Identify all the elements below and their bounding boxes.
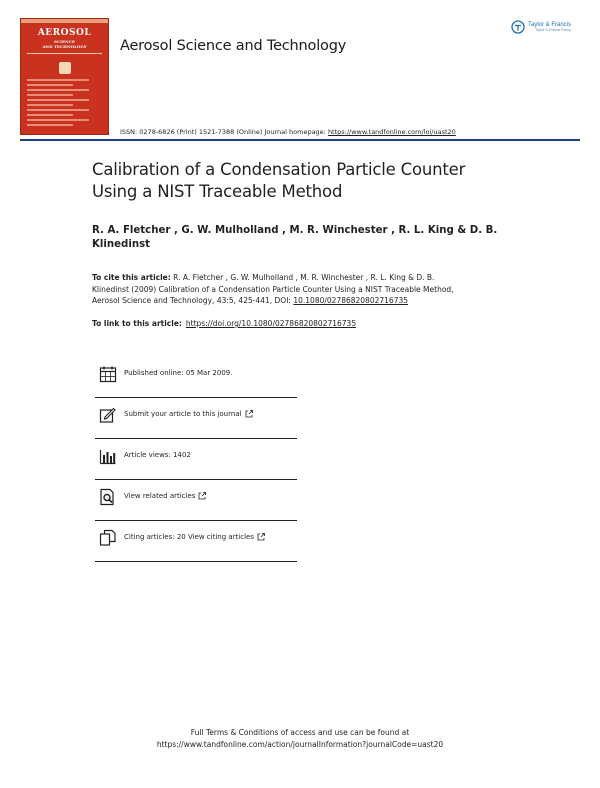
article-doi-link[interactable]: https://doi.org/10.1080/02786820802716735 [185,319,357,328]
journal-homepage-link[interactable]: https://www.tandfonline.com/loi/uast20 [327,128,456,136]
article-views-row [95,439,297,480]
cover-title-line1: AEROSOL [37,28,92,38]
citation-block [92,272,512,307]
article-link-line [92,318,512,329]
footer-line1: Full Terms & Conditions of access and use can be found at [190,728,410,737]
link-label: To link to this article: [92,319,182,328]
submit-article-row[interactable] [95,398,297,439]
cover-rule [27,53,102,54]
authors-line2: Klinedinst [92,239,151,250]
cite-line3: Aerosol Science and Technology, 43:5, 425-441, DOI: [92,296,294,305]
citing-articles-row[interactable] [95,521,297,562]
related-articles-link[interactable] [124,492,206,500]
cover-top-band [21,19,108,23]
external-link-icon [245,410,253,418]
edit-icon [99,406,117,424]
authors-line1: R. A. Fletcher , G. W. Mulholland , M. R. Winchester , R. L. King & D. B. [92,225,498,236]
publisher-tagline: Taylor & Francis Group [535,27,572,32]
copy-icon [99,529,117,547]
header-divider [20,139,580,141]
submit-article-label: Submit your article to this journal [124,410,242,418]
cover-title [21,29,108,49]
related-articles-row[interactable] [95,480,297,521]
article-actions-list [95,357,297,562]
related-articles-label: View related articles [124,492,196,500]
issn-line [120,128,456,136]
article-title-line2: Using a NIST Traceable Method [92,182,343,201]
journal-cover-image [20,18,109,135]
search-document-icon [99,488,117,506]
journal-title: Aerosol Science and Technology [120,38,347,54]
citing-articles-label: Citing articles: 20 View citing articles [124,533,254,541]
publisher-name: Taylor & Francis [528,21,572,28]
cover-title-line2: SCIENCE [54,39,75,44]
calendar-icon [99,365,117,383]
cite-label: To cite this article: [92,273,171,282]
published-online-row [95,357,297,398]
cover-contents-lines [27,79,104,129]
cite-line2: Klinedinst (2009) Calibration of a Condensation Particle Counter Using a NIST Traceable Method, [92,284,454,294]
external-link-icon [257,533,265,541]
publisher-logo-icon [511,20,525,34]
terms-link[interactable]: https://www.tandfonline.com/action/journalInformation?journalCode=uast20 [156,740,444,749]
bar-chart-icon [99,447,117,465]
cite-doi-link[interactable]: 10.1080/02786820802716735 [293,296,409,305]
cover-emblem-icon [59,62,71,74]
article-title [92,159,562,203]
article-views-label: Article views: 1402 [124,451,191,459]
submit-article-link[interactable] [124,410,253,418]
published-online-label: Published online: 05 Mar 2009. [124,369,233,377]
publisher-logo[interactable] [511,16,585,38]
article-title-line1: Calibration of a Condensation Particle Counter [92,160,466,179]
external-link-icon [198,492,206,500]
terms-footer [0,727,600,751]
article-authors [92,224,502,252]
cover-title-line3: AND TECHNOLOGY [42,44,87,49]
cite-line1: R. A. Fletcher , G. W. Mulholland , M. R. Winchester , R. L. King & D. B. [170,273,435,282]
citing-articles-link[interactable] [124,533,265,541]
issn-text: ISSN: 0278-6826 (Print) 1521-7388 (Online) Journal homepage: [120,128,328,136]
